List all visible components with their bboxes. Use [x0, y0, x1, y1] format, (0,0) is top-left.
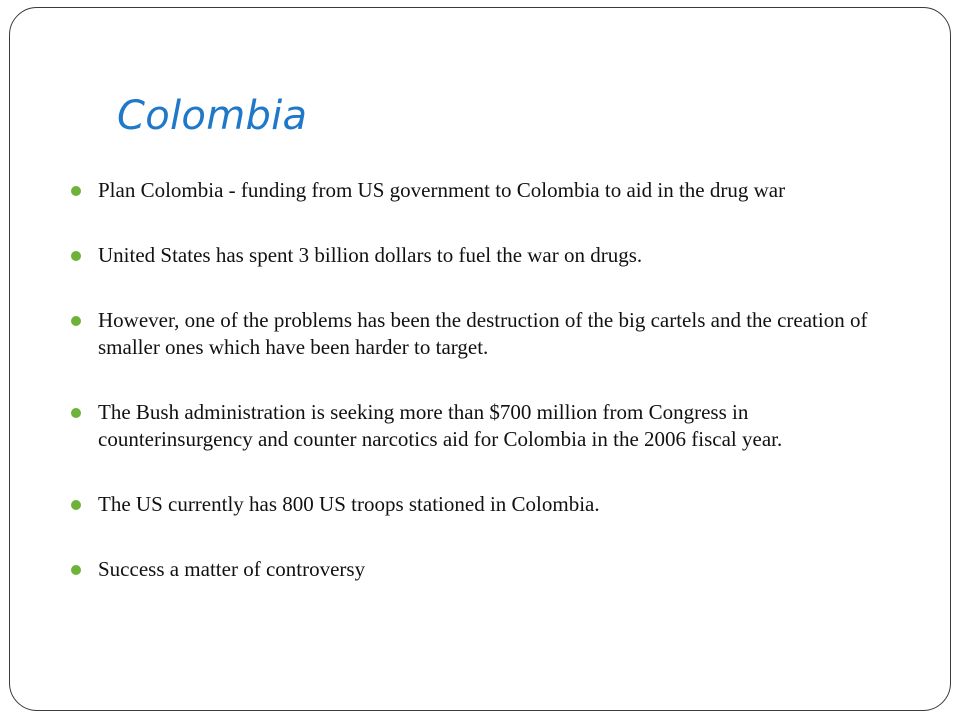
- bullet-list: [98, 177, 898, 583]
- slide: [9, 7, 951, 711]
- bullet-dot-icon: [71, 565, 81, 575]
- bullet-text: Plan Colombia - funding from US government to Colombia to aid in the drug war: [98, 178, 786, 202]
- bullet-item: [98, 399, 898, 453]
- slide-title: Colombia: [117, 93, 308, 139]
- bullet-dot-icon: [71, 316, 81, 326]
- bullet-text: Success a matter of controversy: [98, 557, 366, 581]
- bullet-text: However, one of the problems has been the destruction of the big cartels and the creation of smaller ones which have been harder to target.: [98, 308, 868, 359]
- bullet-text: The Bush administration is seeking more than $700 million from Congress in counterinsurgency and counter narcotics aid for Colombia in the 2006 fiscal year.: [98, 400, 783, 451]
- bullet-dot-icon: [71, 251, 81, 261]
- bullet-item: [98, 491, 898, 518]
- bullet-dot-icon: [71, 186, 81, 196]
- bullet-dot-icon: [71, 408, 81, 418]
- bullet-text: United States has spent 3 billion dollars to fuel the war on drugs.: [98, 243, 643, 267]
- bullet-item: [98, 307, 898, 361]
- bullet-item: [98, 242, 898, 269]
- bullet-item: [98, 556, 898, 583]
- bullet-item: [98, 177, 898, 204]
- bullet-text: The US currently has 800 US troops stationed in Colombia.: [98, 492, 600, 516]
- bullet-dot-icon: [71, 500, 81, 510]
